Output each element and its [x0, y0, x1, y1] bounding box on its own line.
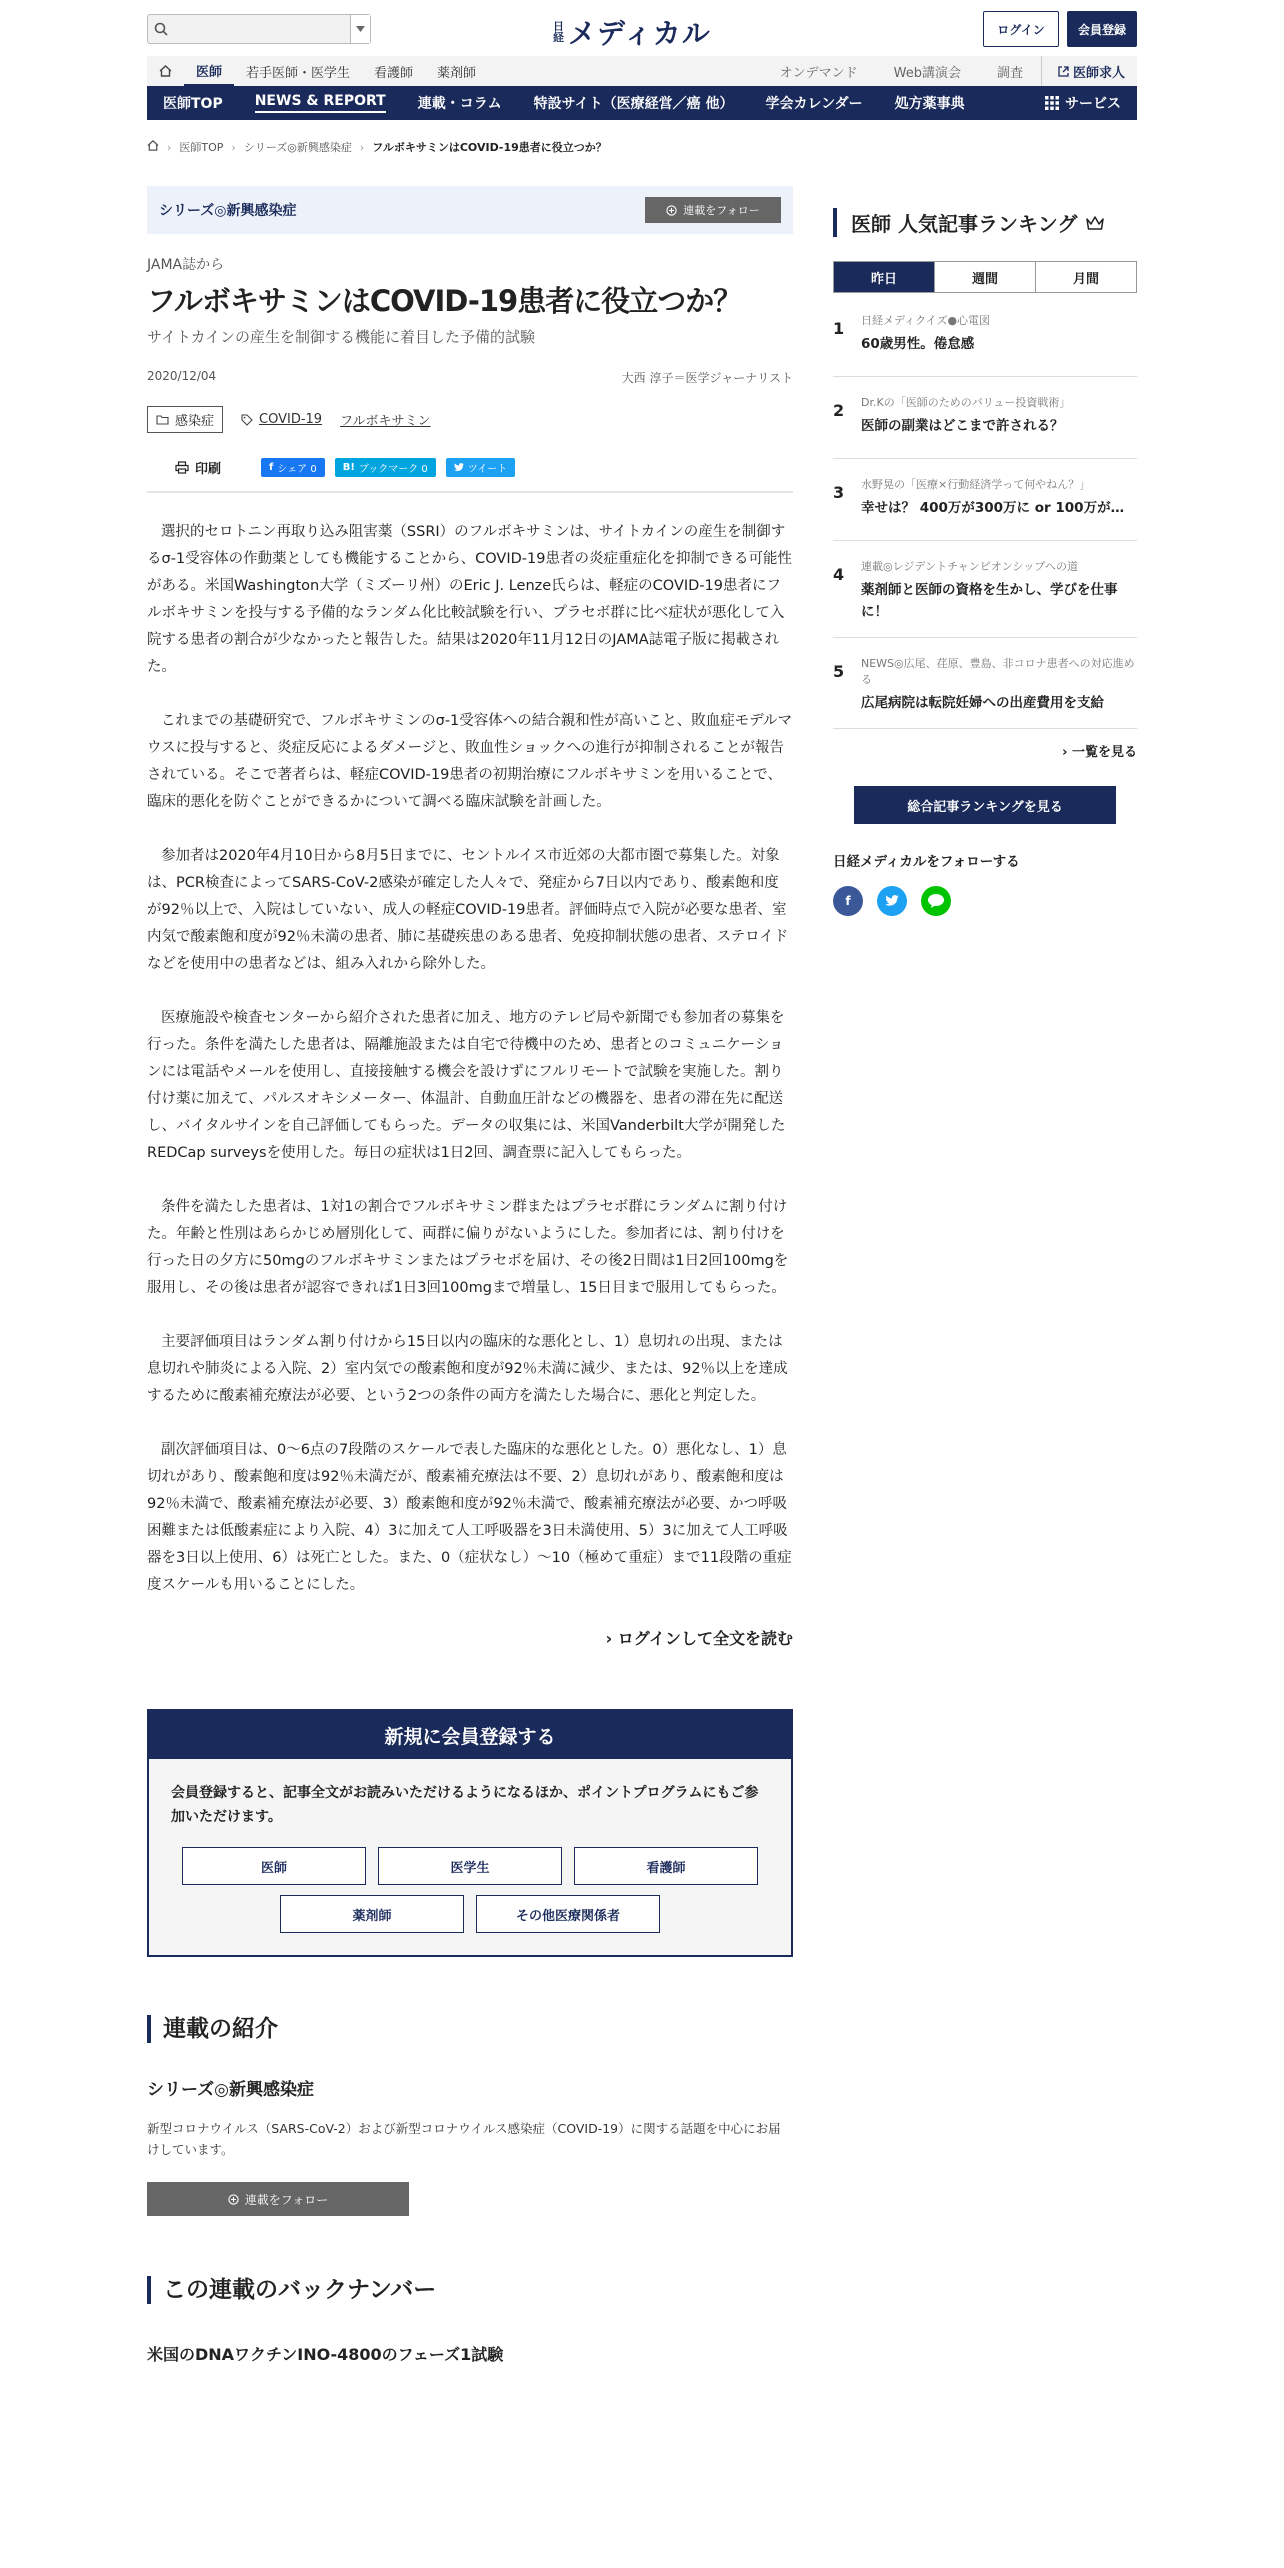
home-icon[interactable]	[147, 56, 184, 86]
series-intro-name[interactable]: シリーズ◎新興感染症	[147, 2080, 314, 2100]
article-subtitle: サイトカインの産生を制御する機能に着目した予備的試験	[147, 328, 536, 346]
login-button[interactable]: ログイン	[983, 11, 1059, 47]
breadcrumb-series[interactable]: シリーズ◎新興感染症	[243, 141, 352, 154]
ranking-item[interactable]	[833, 307, 1137, 377]
nav-survey[interactable]: 調査	[996, 65, 1023, 81]
tweet-button[interactable]	[446, 458, 516, 477]
folder-icon	[156, 414, 169, 425]
hatena-bookmark-label: ブックマーク 0	[358, 463, 428, 475]
follow-site-heading: 日経メディカルをフォローする	[833, 854, 1020, 870]
series-name-link[interactable]: シリーズ◎新興感染症	[159, 203, 297, 219]
social-links	[833, 886, 1137, 916]
keyword-fluvoxamine[interactable]: フルボキサミン	[340, 414, 431, 429]
register-pharmacist-button[interactable]: 薬剤師	[280, 1895, 464, 1933]
nav2-calendar[interactable]: 学会カレンダー	[765, 96, 863, 112]
tab-yesterday[interactable]: 昨日	[834, 262, 934, 292]
chevron-down-icon[interactable]	[350, 15, 370, 43]
audience-nav	[147, 56, 1137, 86]
nav-web-lecture[interactable]: Web講演会	[893, 65, 961, 81]
search-box[interactable]	[147, 14, 371, 44]
print-label: 印刷	[195, 461, 222, 477]
register-doctor-button[interactable]: 医師	[182, 1847, 366, 1885]
external-link-icon	[1058, 66, 1069, 77]
follow-series-large-label: 連載をフォロー	[244, 2192, 329, 2207]
article-meta	[147, 369, 793, 386]
article-date: 2020/12/04	[147, 369, 217, 383]
logo-nikkei: 日経	[553, 20, 564, 44]
register-options	[171, 1847, 769, 1933]
backnumber-item[interactable]: 米国のDNAワクチンINO-4800のフェーズ1試験	[147, 2345, 504, 2364]
backnumber-heading: この連載のバックナンバー	[147, 2276, 793, 2304]
register-panel-title: 新規に会員登録する	[149, 1711, 791, 1759]
category-tag[interactable]	[147, 406, 223, 433]
nav2-special[interactable]: 特設サイト（医療経営／癌 他）	[533, 96, 734, 112]
nav2-top[interactable]: 医師TOP	[163, 96, 223, 112]
register-nurse-button[interactable]: 看護師	[574, 1847, 758, 1885]
ranking-item[interactable]	[833, 650, 1137, 729]
login-read-full-label: ログインして全文を読む	[617, 1629, 793, 1648]
ranking-more	[833, 741, 1137, 760]
article-tags	[147, 406, 793, 433]
print-button[interactable]	[175, 458, 221, 477]
ranking-headline: 幸せは？ 400万が300万に or 100万が…	[861, 500, 1125, 516]
article-paragraph: 条件を満たした患者は、1対1の割合でフルボキサミン群またはプラセボ群にランダムに割り付けた。年齢と性別はあらかじめ層別化して、両群に偏りがないようにした。参加者には、割り付けを行った日の夕方に50mgのフルボキサミンまたはプラセボを届け、その後2日間は1日2回100mgを服用し、その後は患者が認容できれば1日3回100mgまで増量し、15日目まで服用してもらった。	[147, 1199, 789, 1296]
ranking-number: 5	[833, 662, 845, 681]
facebook-icon[interactable]: f	[833, 886, 863, 916]
breadcrumb-doctor-top[interactable]: 医師TOP	[179, 141, 224, 154]
logo-medical: メディカル	[568, 17, 711, 50]
all-ranking-button[interactable]: 総合記事ランキングを見る	[854, 786, 1116, 824]
follow-series-button-large[interactable]	[147, 2182, 409, 2216]
ranking-item[interactable]	[833, 471, 1137, 541]
divider	[147, 491, 793, 493]
search-input[interactable]	[174, 15, 350, 43]
ranking-more-label: 一覧を見る	[1071, 745, 1137, 760]
grid-icon	[1045, 96, 1059, 110]
follow-series-button[interactable]	[645, 197, 781, 223]
ranking-category: 水野晃の「医療×行動経済学って何やねん？」	[861, 478, 1091, 491]
register-button[interactable]: 会員登録	[1067, 11, 1137, 47]
series-intro-heading: 連載の紹介	[147, 2015, 793, 2043]
share-bar	[147, 455, 793, 479]
nav-pharmacist[interactable]: 薬剤師	[437, 65, 477, 81]
read-more	[147, 1626, 793, 1649]
ranking-category: NEWS◎広尾、荏原、豊島、非コロナ患者への対応進める	[861, 657, 1135, 686]
nav2-column[interactable]: 連載・コラム	[417, 96, 502, 112]
ranking-number: 1	[833, 319, 845, 338]
hatena-bookmark-button[interactable]	[335, 458, 436, 477]
keyword-tags	[241, 412, 322, 427]
tab-monthly[interactable]: 月間	[1035, 262, 1136, 292]
section-nav	[147, 86, 1137, 120]
tab-weekly[interactable]: 週間	[934, 262, 1035, 292]
ranking-heading	[833, 208, 1137, 237]
article-paragraph: 主要評価項目はランダム割り付けから15日以内の臨床的な悪化とし、1）息切れの出現、または息切れや肺炎による入院、2）室内気での酸素飽和度が92％未満に減少、または、92％以上を達成するために酸素補充療法が必要、という2つの条件の両方を満たした場合に、悪化と判定した。	[147, 1334, 788, 1404]
line-icon[interactable]	[921, 886, 951, 916]
nav2-drug-dictionary[interactable]: 処方薬事典	[894, 96, 965, 112]
series-banner	[147, 186, 793, 234]
article-paragraph: 副次評価項目は、0～6点の7段階のスケールで表した臨床的な悪化とした。0）悪化なし、1）息切れがあり、酸素飽和度は92％未満だが、酸素補充療法は不要、2）息切れがあり、酸素飽和度は92％未満で、酸素補充療法が必要、3）酸素飽和度が92％未満で、酸素補充療法が必要、かつ呼吸困難または低酸素症により入院、4）3に加えて人工呼吸器を3日未満使用、5）3に加えて人工呼吸器を3日以上使用、6）は死亡とした。また、0（症状なし）～10（極めて重症）まで11段階の重症度スケールも用いることにした。	[147, 1442, 792, 1593]
chevron-right-icon: ›	[1062, 745, 1072, 760]
ranking-item[interactable]	[833, 553, 1137, 638]
search-icon[interactable]	[148, 15, 174, 43]
nav2-news[interactable]: NEWS & REPORT	[239, 86, 402, 120]
article-body	[147, 519, 793, 1599]
article-author: 大西 淳子＝医学ジャーナリスト	[621, 371, 793, 385]
chevron-right-icon: ›	[605, 1629, 613, 1648]
backnumber-section	[147, 2276, 793, 2365]
article-title: フルボキサミンはCOVID-19患者に役立つか？	[147, 284, 742, 318]
facebook-share-button[interactable]	[261, 458, 325, 477]
nav-nurse[interactable]: 看護師	[374, 65, 414, 81]
ranking-headline: 広尾病院は転院妊婦への出産費用を支給	[861, 695, 1104, 711]
breadcrumb-current: フルボキサミンはCOVID-19患者に役立つか？	[372, 141, 607, 154]
ranking-headline: 医師の副業はどこまで許される？	[861, 418, 1064, 434]
register-student-button[interactable]: 医学生	[378, 1847, 562, 1885]
ranking-category: 日経メディクイズ●心電図	[861, 314, 991, 327]
ranking-category: Dr.Kの「医師のためのバリュー投資戦術」	[861, 396, 1071, 409]
site-logo[interactable]	[552, 12, 711, 52]
breadcrumb-home-icon[interactable]	[147, 140, 159, 154]
register-panel-lead: 会員登録すると、記事全文がお読みいただけるようになるほか、ポイントプログラムにもご参加いただけます。	[171, 1785, 759, 1825]
hatena-icon: B!	[342, 461, 355, 473]
nav-doctor[interactable]: 医師	[184, 56, 234, 86]
site-header	[147, 0, 1137, 56]
ranking-heading-label: 医師 人気記事ランキング	[851, 212, 1078, 236]
twitter-bird-icon	[454, 463, 464, 472]
plus-circle-icon	[228, 2194, 239, 2205]
ranking-number: 4	[833, 565, 845, 584]
ranking-category: 連載◎レジデントチャンピオンシップへの道	[861, 560, 1079, 573]
ranking-headline: 60歳男性。倦怠感	[861, 336, 975, 352]
keyword-covid19[interactable]: COVID-19	[259, 412, 323, 427]
ranking-number: 3	[833, 483, 845, 502]
article-paragraph: 参加者は2020年4月10日から8月5日までに、セントルイス市近郊の大都市圏で募集した。対象は、PCR検査によってSARS-CoV-2感染が確定した人々で、発症から7日以内であり、酸素飽和度が92％以上で、入院はしていない、成人の軽症COVID-19患者。評価時点で入院が必要な患者、室内気で酸素飽和度が92％未満の患者、肺に基礎疾患のある患者、免疫抑制状態の患者、ステロイドなどを使用中の患者などは、組み入れから除外した。	[147, 848, 789, 972]
ranking-list	[833, 307, 1137, 729]
nav-young-doctor[interactable]: 若手医師・医学生	[246, 65, 351, 81]
series-intro-desc: 新型コロナウイルス（SARS-CoV-2）および新型コロナウイルス感染症（COVID-19）に関する話題を中心にお届けしています。	[147, 2121, 781, 2157]
article-paragraph: これまでの基礎研究で、フルボキサミンのσ-1受容体への結合親和性が高いこと、敗血症モデルマウスに投与すると、炎症反応によるダメージと、敗血性ショックへの進行が抑制されることが報告されている。そこで著者らは、軽症COVID-19患者の初期治療にフルボキサミンを用いることで、臨床的悪化を防ぐことができるかについて調べる臨床試験を計画した。	[147, 713, 793, 810]
ranking-item[interactable]	[833, 389, 1137, 459]
article-column	[147, 186, 793, 2365]
breadcrumb: › 医師TOP › シリーズ◎新興感染症 › フルボキサミンはCOVID-19患者に役立つか？	[147, 124, 1137, 170]
crown-icon	[1085, 215, 1105, 231]
nav-ondemand[interactable]: オンデマンド	[779, 65, 858, 81]
register-panel	[147, 1709, 793, 1957]
twitter-icon[interactable]	[877, 886, 907, 916]
ranking-headline: 薬剤師と医師の資格を生かし、学びを仕事に！	[861, 582, 1118, 620]
tag-icon	[241, 414, 253, 426]
facebook-icon: f	[269, 461, 274, 473]
facebook-share-label: シェア 0	[277, 463, 317, 475]
register-other-button[interactable]: その他医療関係者	[476, 1895, 660, 1933]
printer-icon	[175, 461, 189, 474]
category-tag-label: 感染症	[175, 414, 215, 429]
nav2-service-label: サービス	[1065, 96, 1121, 112]
ranking-more-link[interactable]	[1062, 745, 1137, 760]
article-paragraph: 選択的セロトニン再取り込み阻害薬（SSRI）のフルボキサミンは、サイトカインの産生を制御するσ-1受容体の作動薬としても機能することから、COVID-19患者の炎症重症化を抑制できる可能性がある。米国Washington大学（ミズーリ州）のEric J. Lenze氏らは、軽症のCOVID-19患者にフルボキサミンを投与する予備的なランダム化比較試験を行い、プラセボ群に比べ症状が悪化して入院する患者の割合が少なかったと報告した。結果は2020年11月12日のJAMA誌電子版に掲載された。	[147, 524, 792, 675]
series-intro	[147, 2015, 793, 2216]
nav2-service[interactable]	[1029, 86, 1137, 120]
ranking-tabs	[833, 261, 1137, 293]
plus-circle-icon	[666, 205, 677, 216]
tweet-label: ツイート	[467, 463, 508, 475]
nav-jobs[interactable]	[1041, 56, 1137, 86]
login-read-full-link[interactable]	[606, 1629, 793, 1648]
nav-jobs-label: 医師求人	[1072, 65, 1125, 81]
ranking-number: 2	[833, 401, 845, 420]
sidebar	[833, 186, 1137, 916]
follow-series-label: 連載をフォロー	[683, 204, 760, 217]
article-kicker: JAMA誌から	[147, 257, 225, 273]
article-paragraph: 医療施設や検査センターから紹介された患者に加え、地方のテレビ局や新聞でも参加者の募集を行った。条件を満たした患者は、隔離施設または自宅で待機中のため、患者とのコミュニケーションには電話やメールを使用し、直接接触する機会を設けずにフルリモートで試験を実施した。割り付け薬に加えて、パルスオキシメーター、体温計、自動血圧計などの機器を、患者の滞在先に配送し、バイタルサインを自己評価してもらった。データの収集には、米国Vanderbilt大学が開発したREDCap surveysを使用した。毎日の症状は1日2回、調査票に記入してもらった。	[147, 1010, 786, 1161]
